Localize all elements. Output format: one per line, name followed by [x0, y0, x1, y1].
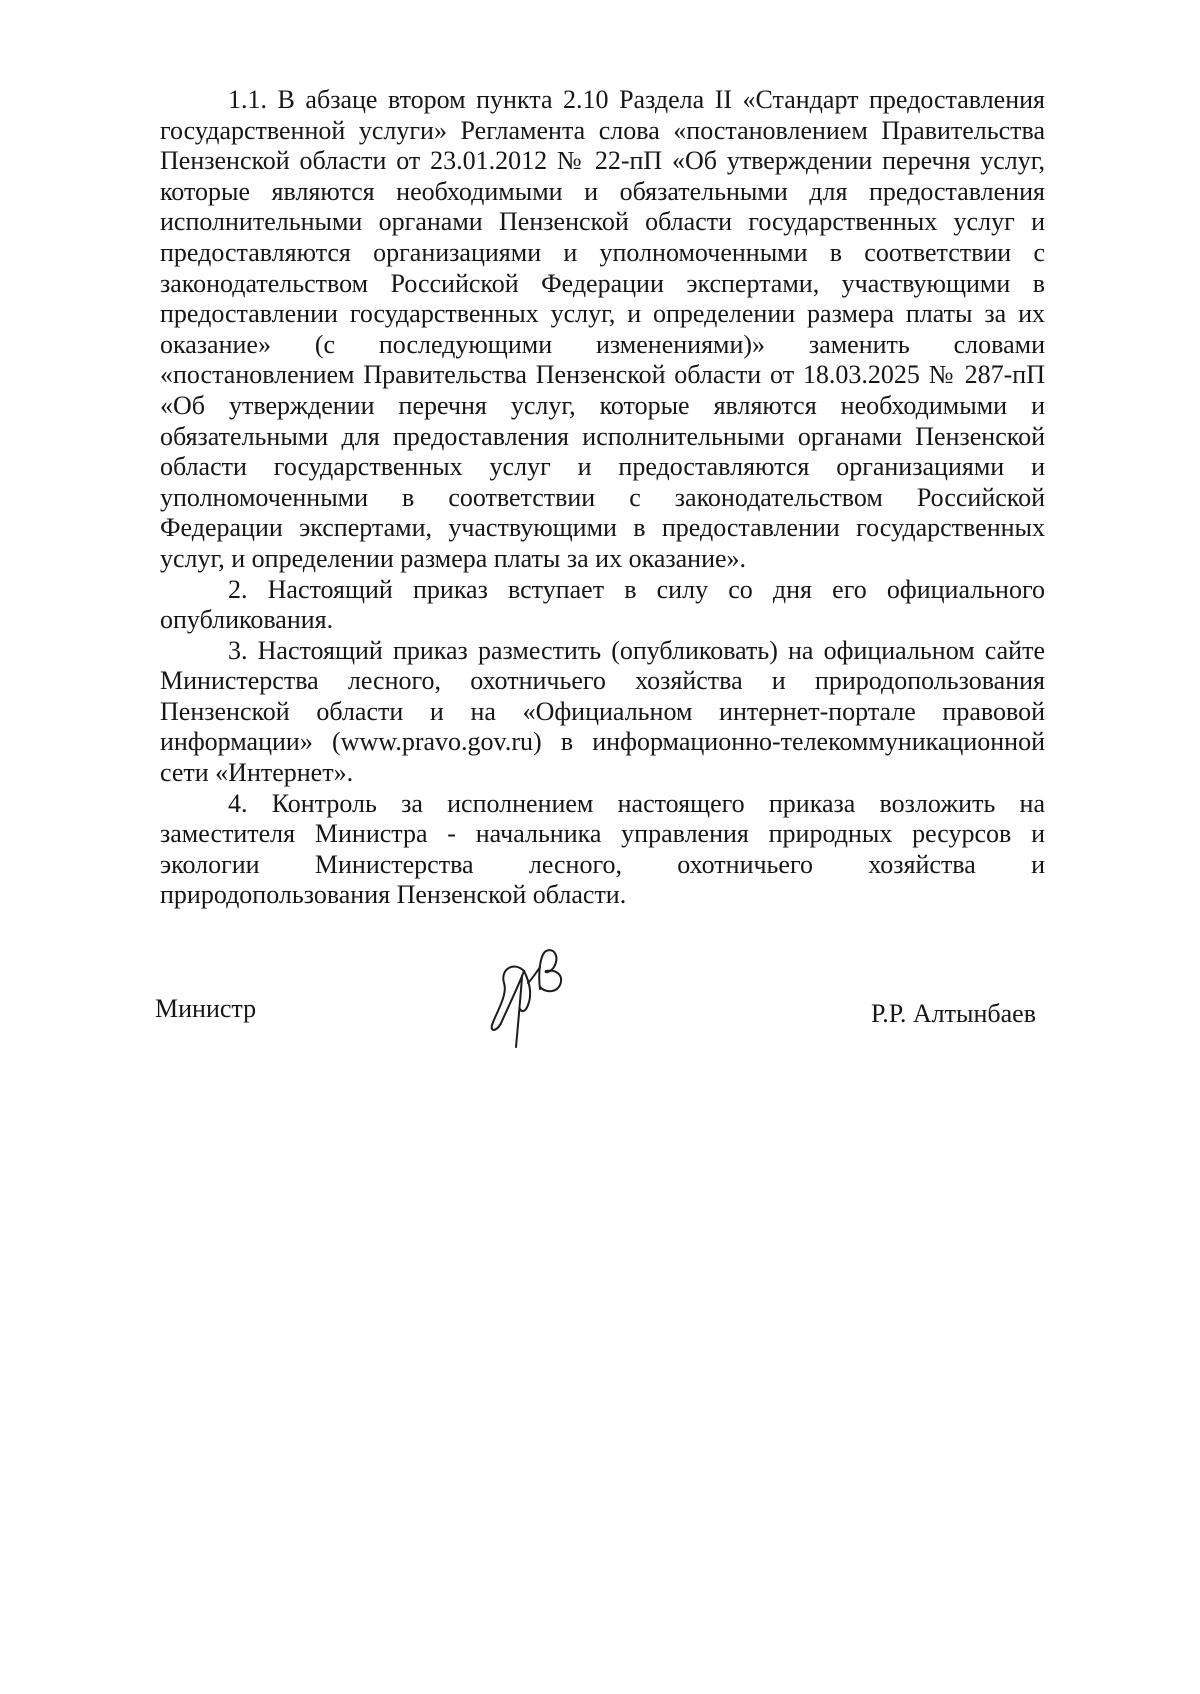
text-line: Федерации экспертами, участвующими в предоставлении государственных [160, 513, 1045, 543]
text-line: природопользования Пензенской области. [160, 880, 627, 910]
text-line: Министерства лесного, охотничьего хозяйства и природопользования [160, 666, 1045, 696]
signer-position-title: Министр [155, 994, 257, 1023]
text-line: 2. Настоящий приказ вступает в силу со дня его официального [228, 574, 1045, 604]
document-body [160, 85, 1045, 911]
text-line: которые являются необходимыми и обязательными для предоставления [160, 176, 1045, 206]
text-line: 3. Настоящий приказ разместить (опубликовать) на официальном сайте [228, 635, 1045, 665]
signature [484, 943, 576, 1049]
paragraph-2 [160, 575, 1045, 636]
paragraph-3 [160, 636, 1045, 789]
text-line: предоставляются организациями и уполномоченными в соответствии с [160, 237, 1045, 267]
text-line: услуг, и определении размера платы за их оказание». [160, 543, 747, 573]
text-line: 1.1. В абзаце втором пункта 2.10 Раздела II «Стандарт предоставления [228, 85, 1045, 114]
signature-stroke [528, 967, 540, 983]
text-line: уполномоченными в соответствии с законодательством Российской [160, 482, 1045, 512]
text-line: законодательством Российской Федерации экспертами, участвующими в [160, 268, 1045, 298]
text-line: «постановлением Правительства Пензенской области от 18.03.2025 № 287-пП [160, 360, 1045, 390]
text-line: «Об утверждении перечня услуг, которые являются необходимыми и [160, 390, 1045, 420]
text-line: Пензенской области от 23.01.2012 № 22-пП «Об утверждении перечня услуг, [160, 146, 1045, 176]
paragraph-1-1 [160, 85, 1045, 575]
signer-name: Р.Р. Алтынбаев [870, 999, 1036, 1028]
text-line: информации» (www.pravo.gov.ru) в информационно-телекоммуникационной [160, 727, 1045, 757]
text-line: предоставлении государственных услуг, и определении размера платы за их [160, 299, 1045, 329]
text-line: Пензенской области и на «Официальном интернет-портале правовой [160, 696, 1045, 726]
text-line: государственной услуги» Регламента слова «постановлением Правительства [160, 115, 1045, 145]
signature-stroke [539, 950, 561, 991]
text-line: заместителя Министра - начальника управления природных ресурсов и [160, 819, 1045, 849]
text-line: области государственных услуг и предоставляются организациями и [160, 452, 1045, 482]
paragraph-4 [160, 789, 1045, 911]
text-line: обязательными для предоставления исполнительными органами Пензенской [160, 421, 1045, 451]
text-line: исполнительными органами Пензенской области государственных услуг и [160, 207, 1045, 237]
text-line: сети «Интернет». [160, 758, 354, 788]
text-line: экологии Министерства лесного, охотничьего хозяйства и [160, 849, 1045, 879]
text-line: оказание» (с последующими изменениями)» заменить словами [160, 329, 1045, 359]
text-line: опубликования. [160, 605, 334, 635]
text-line: 4. Контроль за исполнением настоящего приказа возложить на [228, 788, 1045, 818]
